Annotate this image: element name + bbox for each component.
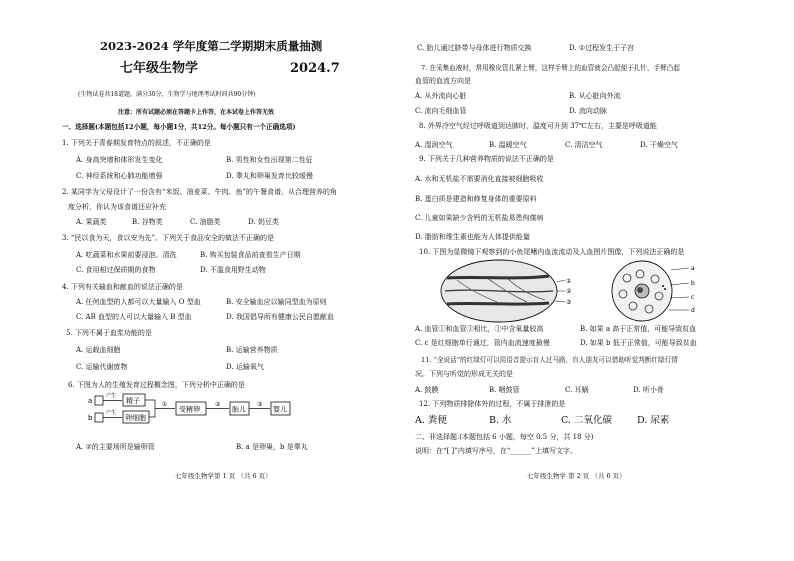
baby-label: 婴儿 (273, 405, 287, 414)
q10-option-c: C. c 是红细胞单行通过，管内血流速度最慢 (415, 339, 550, 347)
exam-date: 2024.7 (290, 61, 340, 76)
q12-option-a: A. 粪便 (415, 415, 447, 426)
q4-option-d: D. 我国倡导所有健康公民自愿献血 (226, 313, 334, 321)
q12-option-b: B. 水 (489, 415, 512, 426)
q6-option-c: C. 胎儿通过脐带与母体进行物质交换 (417, 44, 532, 52)
q5-option-b: B. 运输营养物质 (226, 346, 278, 354)
q8-option-a: A. 湿润空气 (415, 141, 453, 149)
q7-option-b: B. 从心脏向外流 (569, 92, 621, 100)
q2-option-b: B. 谷物类 (132, 218, 163, 226)
q12-option-c: C. 二氧化碳 (561, 415, 612, 426)
exam-title: 2023-2024 学年度第二学期期末质量抽测 (100, 39, 323, 53)
sperm-label: 精子 (126, 397, 140, 405)
q12-option-d: D. 尿素 (637, 415, 670, 426)
cell-b-label: b (691, 280, 695, 287)
q11-stem-2: 况。下列与听觉的形成无关的是 (415, 370, 513, 378)
q11-option-b: B. 咽鼓管 (489, 386, 520, 394)
egg-label: 卵细胞 (125, 414, 146, 422)
q3-option-a: A. 吃蔬菜和水果前要浸泡、清洗 (76, 251, 177, 259)
notice: 注意：所有试题必须在答题卡上作答，在本试卷上作答无效 (118, 109, 275, 116)
q6-option-d: D. ①过程发生于子宫 (569, 44, 635, 52)
q3-option-b: B. 购买包装食品前查看生产日期 (200, 251, 301, 259)
q10-option-a: A. 血管①和血管③相比，③中含氧量较高 (415, 325, 544, 333)
q2-stem: 2. 某同学为父母设计了一份含有“米饭、油麦菜、牛肉、鱼”的午餐食谱。从合理营养的角 (62, 188, 338, 196)
zygote-label: 受精卵 (179, 405, 200, 414)
cell-a-label: a (691, 265, 695, 272)
q3-option-d: D. 不滥食用野生动物 (200, 266, 266, 274)
exam-info: (生物试卷共18道题，满分30分，生物学与地理考试时间共90分钟) (78, 91, 256, 98)
q5-option-c: C. 运输代谢废物 (76, 363, 128, 371)
q9-option-d: D. 脂肪和维生素也能为人体提供能量 (415, 233, 530, 241)
page-1-footer: 七年级生物学第 1 页 （共 6 页） (175, 472, 272, 480)
step-1-label: ① (162, 401, 168, 408)
q7-option-a: A. 从外流向心脏 (415, 92, 467, 100)
q9-option-b: B. 蛋白质是建造和修复身体的重要原料 (415, 195, 537, 203)
q9-option-a: A. 水和无机盐不需要消化直接被细胞吸收 (415, 175, 544, 183)
q7-option-c: C. 流向毛细血管 (415, 107, 467, 115)
q1-option-d: D. 睾丸和卵巢发育比较缓慢 (226, 172, 313, 180)
q2-stem-2: 度分析，你认为该食谱还应补充 (68, 203, 166, 211)
q6-stem: 6. 下图为人的生殖发育过程概念图，下列分析中正确的是 (68, 381, 245, 389)
q10-option-d: D. 如果 b 低于正常值，可能导致贫血 (580, 339, 697, 347)
section-1-heading: 一、选择题(本题包括12小题，每小题1分，共12分。每小题只有一个正确选项) (62, 123, 296, 131)
q11-stem: 11. “全说话”的红绿灯可以用语音提示盲人过马路，盲人朋友可以借助听觉判断红绿灯情 (421, 356, 678, 364)
q6-option-a: A. ②的主要场所是输卵管 (76, 443, 155, 451)
vessel-2-label: ② (566, 288, 572, 295)
diagram-label-a: a (88, 397, 93, 405)
page-2-footer: 七年级生物学 第 2 页 （共 6 页） (527, 472, 626, 480)
right-page (397, 0, 794, 561)
q11-option-d: D. 听小骨 (633, 386, 664, 394)
q6-option-b: B. a 是卵巢，b 是睾丸 (236, 443, 308, 451)
diagram-label-b: b (88, 414, 93, 422)
q3-stem: 3. “民以食为天，食以安为先”。下列关于食品安全的做法不正确的是 (62, 234, 275, 242)
answer-note: 说明：在“[ ]”内填写序号，在“______”上填写文字。 (415, 447, 578, 455)
box-a (95, 396, 103, 405)
q8-option-c: C. 清洁空气 (565, 141, 603, 149)
q4-option-b: B. 安全输血应以输同型血为原则 (226, 298, 327, 306)
q1-option-c: C. 神经系统和心肺功能增强 (76, 172, 163, 180)
q8-option-b: B. 温暖空气 (489, 141, 527, 149)
q8-option-d: D. 干燥空气 (640, 141, 678, 149)
microscope-figures (437, 258, 727, 324)
q7-stem-2: 血管的血流方向是 (415, 77, 471, 85)
q5-option-a: A. 运载血细胞 (76, 346, 121, 354)
vessel-3-label: ③ (566, 299, 572, 306)
section-2-heading: 二、非选择题.(本题包括 6 小题，每空 0.5 分，共 18 分) (415, 433, 594, 441)
q4-option-a: A. 任何血型的人都可以大量输入 O 型血 (76, 298, 201, 306)
q5-stem: 5. 下列不属于血浆功能的是 (66, 329, 152, 337)
q8-stem: 8. 外界冷空气经过呼吸道到达肺时，温度可升到 37℃左右，主要是呼吸道能 (419, 122, 657, 130)
q7-option-d: D. 流向动脉 (569, 107, 607, 115)
produce-label-2: 产生 (106, 410, 117, 416)
q3-option-c: C. 食用相过保质期的食物 (76, 266, 156, 274)
q10-stem: 10. 下图为显微镜下观察到的小鱼尾鳍内血流流动及人血图片图像，下列说法正确的是 (419, 248, 685, 256)
cell-c-label: c (691, 294, 695, 301)
step-2-label: ② (215, 401, 221, 408)
box-b (95, 413, 103, 422)
reproduction-diagram (85, 391, 335, 429)
q1-option-a: A. 身高突增和体形发生变化 (76, 156, 163, 164)
q9-option-c: C. 儿童如果缺少含钙的无机盐易患佝偻病 (415, 214, 544, 222)
q2-option-d: D. 奶豆类 (248, 218, 279, 226)
q11-option-a: A. 鼓膜 (415, 386, 439, 394)
q2-option-a: A. 果蔬类 (76, 218, 107, 226)
q4-stem: 4. 下列有关输血和献血的说法正确的是 (62, 283, 183, 291)
produce-label-1: 产生 (106, 393, 117, 399)
q12-stem: 12. 下列物质排除体外的过程，不属于排泄的是 (419, 400, 566, 408)
vessel-1-label: ① (566, 278, 572, 285)
step-3-label: ③ (257, 401, 263, 408)
q1-option-b: B. 男性和女性出现第二性征 (226, 156, 313, 164)
q1-stem: 1. 下列关于青春期发育特点的叙述，不正确的是 (62, 139, 211, 147)
q11-option-c: C. 耳蜗 (565, 386, 589, 394)
q2-option-c: C. 油脂类 (190, 218, 221, 226)
q10-option-b: B. 如果 a 高于正常值，可能导致贫血 (580, 325, 697, 333)
embryo-label: 胎儿 (232, 405, 246, 414)
q9-stem: 9. 下列关于几种营养物质的说法不正确的是 (419, 155, 554, 163)
q5-option-d: D. 运输氧气 (226, 363, 264, 371)
cell-d-label: d (691, 307, 695, 314)
q4-option-c: C. AB 血型的人可以大量输入 B 型血 (76, 313, 192, 321)
subject-title: 七年级生物学 (120, 61, 199, 76)
q7-stem: 7. 在采集血液时，常用橡皮管扎紧上臂，这样手臂上的血管就会凸起便于扎针，手臂凸起 (421, 64, 680, 72)
